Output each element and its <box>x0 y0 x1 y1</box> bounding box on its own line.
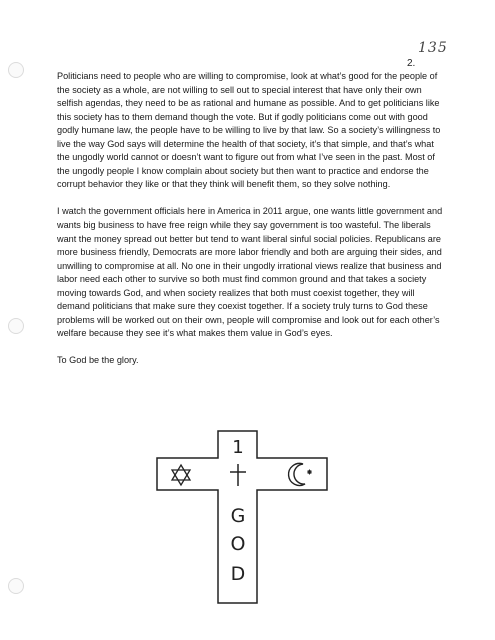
paragraph-1: Politicians need to people who are willing to compromise, look at what’s good for the people of the society as a whole, are not willing to sell out to special interest that have only their own selfish agendas, they need to be as rational and humane as possible. And to get politicians like this society has to them demand though the vote. But if godly politicians come out with good godly humane law, the people have to be willing to live by that law. So a society’s willingness to live the way God says will determine the health of that society, it’s that simple, and that’s what the ungodly world cannot or doesn’t want to figure out from what I’ve seen in the past. Most of the ungodly people I know complain about society but then want to practice and endorse the corrupt behavior they like or that they think will benefit them, so they solve nothing. <box>57 71 441 190</box>
paragraph-3: To God be the glory. <box>57 355 139 366</box>
letter-g: G <box>230 505 246 527</box>
number-one-label: 1 <box>232 437 244 458</box>
small-cross-icon <box>230 464 246 486</box>
binder-hole-bottom <box>8 578 24 594</box>
page-number: 2. <box>407 58 416 69</box>
handwritten-page-number: 135 <box>418 40 448 56</box>
letter-d: D <box>230 563 246 585</box>
binder-hole-top <box>8 62 24 78</box>
cross-drawing <box>155 428 330 606</box>
crescent-and-star-icon <box>289 463 312 485</box>
body-text <box>57 70 445 382</box>
binder-hole-middle <box>8 318 24 334</box>
letter-o: O <box>230 533 246 555</box>
star-of-david-icon <box>172 465 190 485</box>
paragraph-2: I watch the government officials here in America in 2011 argue, one wants little government and wants big business to have free reign while they say government is too wasteful. The liberals want the money spread out better but tend to want liberal sinful social policies. Republicans are more business friendly, Democrats are more labor friendly and both are arguing their sides, and unwilling to compromise at all. No one in their ungodly irrational views realize that business and labor need each other to survive so both must find common ground and that takes a society moving towards God, and when society realizes that both must coexist together, they will demand politicians that make sure they coexist together. If a society truly turns to God these problems will be worked out on their own, people will compromise and look out for each other’s welfare because they see it’s what makes them value in God’s eyes. <box>57 206 443 339</box>
